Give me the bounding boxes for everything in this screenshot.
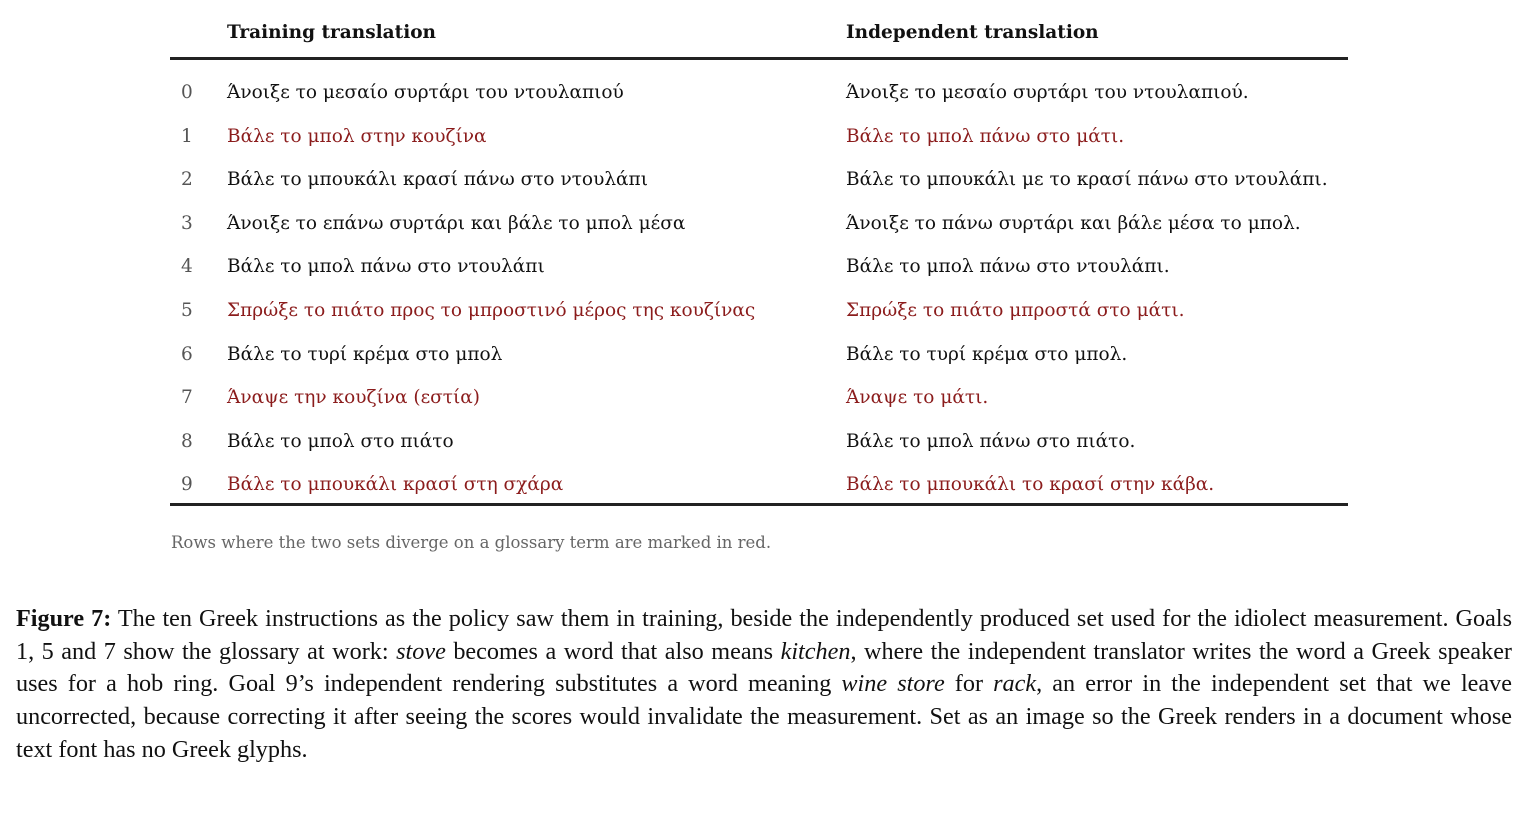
training-cell: Βάλε το μπολ πάνω στο ντουλάπι (227, 256, 545, 278)
training-cell: Άνοιξε το μεσαίο συρτάρι του ντουλαπιού (227, 82, 624, 103)
row-index: 3 (181, 212, 193, 234)
caption-label: Figure 7: (16, 605, 112, 632)
caption-text-3: , where the independent translator writes the word a Greek speaker uses for a hob ring. Goal 9’s independent rendering substitutes a word meaning (16, 637, 1512, 698)
row-index: 1 (181, 125, 193, 147)
row-index: 9 (181, 474, 193, 496)
row-index: 4 (181, 256, 193, 278)
independent-cell: Βάλε το μπολ πάνω στο μάτι. (846, 125, 1125, 147)
top-rule (170, 57, 1348, 60)
caption-text-4: for (944, 670, 994, 698)
table-row (170, 300, 1370, 330)
independent-cell: Άναψε το μάτι. (846, 387, 989, 409)
independent-cell: Βάλε το μπολ πάνω στο πιάτο. (846, 430, 1136, 452)
independent-cell: Σπρώξε το πιάτο μπροστά στο μάτι. (846, 300, 1185, 321)
bottom-rule (170, 503, 1348, 506)
figure-caption (16, 603, 1512, 767)
table-row (170, 387, 1370, 417)
row-index: 7 (181, 387, 193, 409)
training-cell: Άνοιξε το επάνω συρτάρι και βάλε το μπολ μέσα (227, 212, 686, 234)
caption-text-1: The ten Greek instructions as the policy saw them in training, beside the independently produced set used for the idiolect measurement. Goals 1, 5 and 7 show the glossary at work: (16, 605, 1512, 665)
table-note: Rows where the two sets diverge on a glossary term are marked in red. (171, 533, 772, 552)
caption-term-wine-store: wine store (841, 670, 945, 698)
caption-term-rack: rack (993, 670, 1037, 698)
table-row (170, 256, 1370, 286)
header-training: Training translation (227, 22, 437, 43)
row-index: 2 (181, 169, 193, 191)
caption-text-2: becomes a word that also means (445, 637, 781, 665)
table-row (170, 431, 1370, 461)
training-cell: Άναψε την κουζίνα (εστία) (227, 387, 480, 409)
row-index: 8 (181, 430, 193, 452)
training-cell: Βάλε το μπουκάλι κρασί πάνω στο ντουλάπι (227, 169, 648, 191)
training-cell: Βάλε το μπολ στο πιάτο (227, 430, 454, 452)
table-row (170, 474, 1370, 504)
training-cell: Βάλε το μπολ στην κουζίνα (227, 125, 487, 147)
table-row (170, 82, 1370, 112)
caption-term-kitchen: kitchen (780, 637, 851, 665)
row-index: 0 (181, 82, 193, 103)
table-row (170, 344, 1370, 374)
row-index: 5 (181, 300, 193, 321)
header-independent: Independent translation (846, 22, 1099, 43)
independent-cell: Βάλε το μπολ πάνω στο ντουλάπι. (846, 256, 1170, 278)
table-row (170, 213, 1370, 243)
table-row (170, 169, 1370, 199)
independent-cell: Άνοιξε το πάνω συρτάρι και βάλε μέσα το μπολ. (846, 212, 1301, 234)
caption-text-5: , an error in the independent set that we leave uncorrected, because correcting it after seeing the scores would invalidate the measurement. Set as an image so the Greek renders in a document whose text font has no Greek glyphs. (16, 670, 1512, 763)
independent-cell: Βάλε το μπουκάλι το κρασί στην κάβα. (846, 474, 1215, 496)
independent-cell: Άνοιξε το μεσαίο συρτάρι του ντουλαπιού. (846, 82, 1249, 103)
independent-cell: Βάλε το τυρί κρέμα στο μπολ. (846, 343, 1128, 365)
row-index: 6 (181, 343, 193, 365)
independent-cell: Βάλε το μπουκάλι με το κρασί πάνω στο ντουλάπι. (846, 169, 1328, 191)
caption-term-stove: stove (396, 637, 446, 665)
training-cell: Βάλε το τυρί κρέμα στο μπολ (227, 343, 503, 365)
training-cell: Βάλε το μπουκάλι κρασί στη σχάρα (227, 474, 564, 496)
training-cell: Σπρώξε το πιάτο προς το μπροστινό μέρος της κουζίνας (227, 300, 756, 321)
table-row (170, 126, 1370, 156)
